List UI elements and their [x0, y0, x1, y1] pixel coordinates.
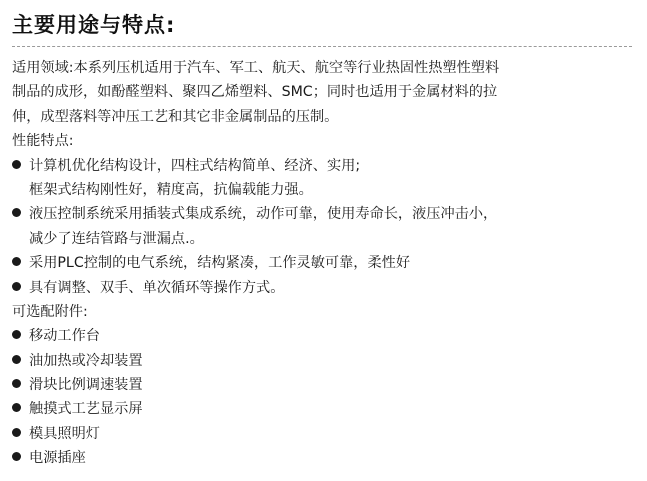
feature-item [12, 251, 637, 275]
feature-item [12, 202, 637, 226]
usage-line: 制品的成形，如酚醛塑料、聚四乙烯塑料、SMC；同时也适用于金属材料的拉 [12, 84, 498, 101]
bullet-icon [12, 208, 21, 217]
section-heading: 主要用途与特点: [12, 13, 176, 37]
heading-divider [12, 46, 632, 47]
bullet-icon [12, 282, 21, 291]
accessory-text: 移动工作台 [29, 328, 100, 345]
accessory-text: 油加热或冷却装置 [29, 352, 143, 369]
usage-line: 伸，成型落料等冲压工艺和其它非金属制品的压制。 [12, 108, 339, 125]
accessory-item [12, 373, 637, 397]
features-title: 性能特点: [12, 133, 74, 150]
feature-item [12, 276, 637, 300]
accessory-item [12, 422, 637, 446]
feature-item [12, 154, 637, 178]
feature-continuation: 框架式结构刚性好，精度高，抗偏载能力强。 [29, 181, 313, 198]
accessory-text: 触摸式工艺显示屏 [29, 401, 143, 418]
accessory-item [12, 397, 637, 421]
bullet-icon [12, 355, 21, 364]
accessory-text: 滑块比例调速装置 [29, 377, 143, 394]
usage-line: 适用领域:本系列压机适用于汽车、军工、航天、航空等行业热固性热塑性塑料 [12, 60, 500, 76]
bullet-icon [12, 428, 21, 437]
feature-text: 采用PLC控制的电气系统，结构紧凑，工作灵敏可靠，柔性好 [29, 255, 411, 272]
accessories-title: 可选配附件: [12, 303, 88, 320]
bullet-icon [12, 330, 21, 339]
bullet-icon [12, 403, 21, 412]
accessory-text: 电源插座 [29, 450, 86, 467]
feature-text: 液压控制系统采用插装式集成系统，动作可靠，使用寿命长，液压冲击小， [29, 206, 498, 223]
accessory-text: 模具照明灯 [29, 425, 100, 442]
bullet-icon [12, 160, 21, 169]
feature-continuation: 减少了连结管路与泄漏点.。 [29, 230, 204, 247]
feature-text: 计算机优化结构设计，四柱式结构简单、经济、实用; [29, 157, 361, 174]
bullet-icon [12, 257, 21, 266]
bullet-icon [12, 452, 21, 461]
accessory-item [12, 324, 637, 348]
feature-text: 具有调整、双手、单次循环等操作方式。 [29, 279, 285, 296]
accessory-item [12, 349, 637, 373]
content-body [12, 56, 637, 471]
bullet-icon [12, 379, 21, 388]
accessory-item [12, 446, 637, 470]
